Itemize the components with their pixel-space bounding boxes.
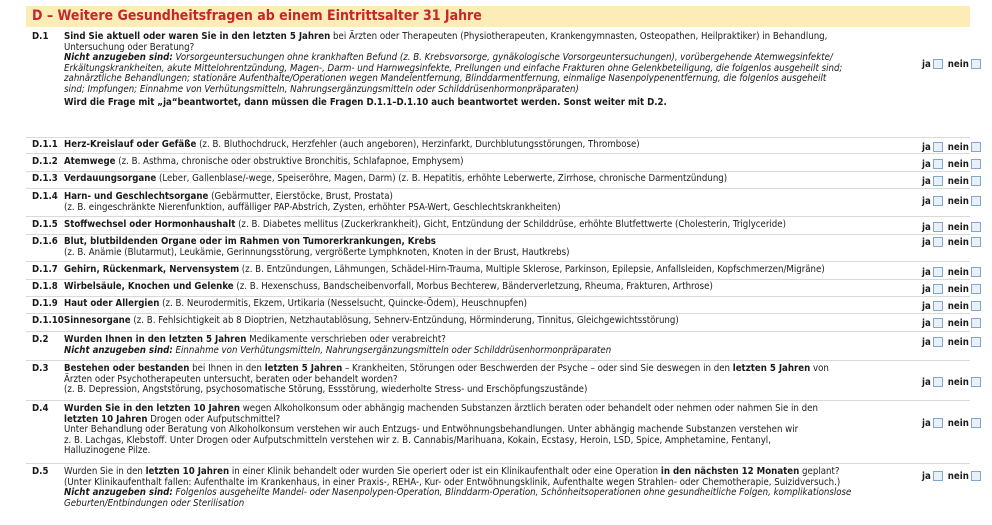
question-number: D.1.10: [32, 315, 64, 326]
checkbox-d1-2-no[interactable]: [971, 159, 981, 169]
checkbox-d1-8-no[interactable]: [971, 284, 981, 294]
checkbox-d1-10-yes[interactable]: [933, 318, 943, 328]
checkbox-d2-yes[interactable]: [933, 337, 943, 347]
question-number: D.1: [32, 31, 49, 42]
question-number: D.1.5: [32, 219, 58, 230]
checkbox-d3-yes[interactable]: [933, 377, 943, 387]
question-number: D.1.6: [32, 236, 58, 247]
checkbox-d1-2-yes[interactable]: [933, 159, 943, 169]
checkbox-d1-10-no[interactable]: [971, 318, 981, 328]
checkbox-d1-9-no[interactable]: [971, 301, 981, 311]
divider: [26, 234, 970, 235]
checkbox-d1-no[interactable]: [971, 59, 981, 69]
question-number: D.4: [32, 403, 49, 414]
answer-d1-9: ja nein: [922, 301, 986, 313]
checkbox-d2-no[interactable]: [971, 337, 981, 347]
question-number: D.5: [32, 466, 49, 477]
divider: [26, 463, 970, 464]
answer-d1-3: ja nein: [922, 176, 986, 188]
answer-d1-4: ja nein: [922, 196, 986, 208]
divider: [26, 137, 970, 138]
divider: [26, 313, 970, 314]
checkbox-d1-9-yes[interactable]: [933, 301, 943, 311]
question-text: Sind Sie aktuell oder waren Sie in den letzten 5 Jahren bei Ärzten oder Therapeuten (Physiotherapeuten, Krankengymnasten, Osteopathen, Heilpraktiker) in Behandlung, Untersuchung oder Beratung? Nicht anzugeben sind: Vorsorgeuntersuchungen ohne krankhaften Befund (z. B. Krebsvorsorge, gynäkologische Vorsorgeuntersuchungen), vorübergehende Atemwegsinfekte/ Erkältungskrankheiten, akute Mittelohrentzündung, Magen-, Darm- und Harnwegsinfekte, Prellungen und einfache Frakturen ohne Gelenkbeteiligung, die folgenlos ausgeheilt sind; zahnärztliche Behandlungen; stationäre Aufenthalte/Operationen wegen Mandelentfernung, Blinddarmentfernung, einmalige Nasenpolypenentfernung, die folgenlos ausgeheilt sind; Impfungen; Einnahme von Verhütungsmitteln, Nahrungsergänzungsmitteln oder Schilddrüsenhormonpräparaten) Wird die Frage mit „ja“beantwortet, dann müssen die Fragen D.1.1–D.1.10 auch beantwortet werden. Sonst weiter mit D.2.: [64, 31, 843, 108]
checkbox-d1-3-yes[interactable]: [933, 176, 943, 186]
divider: [26, 153, 970, 154]
checkbox-d5-yes[interactable]: [933, 471, 943, 481]
checkbox-d1-7-yes[interactable]: [933, 267, 943, 277]
answer-d2: ja nein: [922, 337, 986, 349]
checkbox-d1-1-no[interactable]: [971, 142, 981, 152]
answer-d1-1: ja nein: [922, 142, 986, 154]
answer-d1-10: ja nein: [922, 318, 986, 330]
checkbox-d1-yes[interactable]: [933, 59, 943, 69]
divider: [26, 171, 970, 172]
question-number: D.1.8: [32, 281, 58, 292]
checkbox-d4-no[interactable]: [971, 418, 981, 428]
divider: [26, 331, 970, 332]
answer-d1: ja nein: [922, 59, 986, 71]
question-number: D.1.1: [32, 139, 58, 150]
checkbox-d5-no[interactable]: [971, 471, 981, 481]
divider: [26, 296, 970, 297]
question-number: D.1.2: [32, 156, 58, 167]
divider: [26, 279, 970, 280]
answer-d1-8: ja nein: [922, 284, 986, 296]
divider: [26, 188, 970, 189]
checkbox-d4-yes[interactable]: [933, 418, 943, 428]
question-d1: [26, 32, 976, 132]
checkbox-d1-7-no[interactable]: [971, 267, 981, 277]
section-header: D – Weitere Gesundheitsfragen ab einem Eintrittsalter 31 Jahre: [26, 6, 970, 27]
divider: [26, 261, 970, 262]
divider: [26, 216, 970, 217]
checkbox-d3-no[interactable]: [971, 377, 981, 387]
checkbox-d1-3-no[interactable]: [971, 176, 981, 186]
question-number: D.3: [32, 363, 49, 374]
question-number: D.1.4: [32, 191, 58, 202]
answer-d4: ja nein: [922, 418, 986, 430]
answer-d3: ja nein: [922, 377, 986, 389]
answer-d1-7: ja nein: [922, 267, 986, 279]
checkbox-d1-6-yes[interactable]: [933, 237, 943, 247]
checkbox-d1-4-no[interactable]: [971, 196, 981, 206]
answer-d5: ja nein: [922, 471, 986, 483]
answer-d1-2: ja nein: [922, 159, 986, 171]
checkbox-d1-4-yes[interactable]: [933, 196, 943, 206]
question-number: D.1.7: [32, 264, 58, 275]
checkbox-d1-1-yes[interactable]: [933, 142, 943, 152]
divider: [26, 400, 970, 401]
answer-d1-5: ja nein: [922, 222, 986, 234]
checkbox-d1-5-yes[interactable]: [933, 222, 943, 232]
question-number: D.1.3: [32, 173, 58, 184]
checkbox-d1-8-yes[interactable]: [933, 284, 943, 294]
checkbox-d1-5-no[interactable]: [971, 222, 981, 232]
question-number: D.2: [32, 334, 49, 345]
checkbox-d1-6-no[interactable]: [971, 237, 981, 247]
divider: [26, 360, 970, 361]
answer-d1-6: ja nein: [922, 237, 986, 249]
question-number: D.1.9: [32, 298, 58, 309]
